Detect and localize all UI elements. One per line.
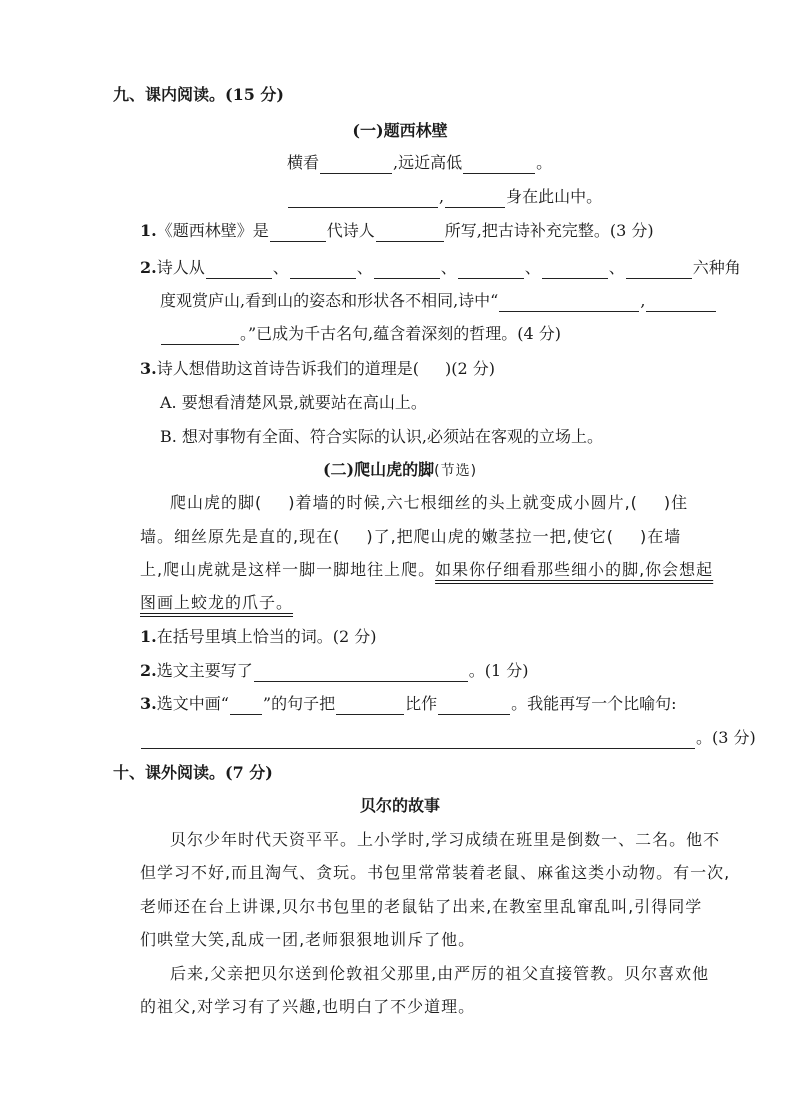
- passage-line-4: [140, 592, 293, 614]
- question-2-line-2: 度观赏庐山,看到山的姿态和形状各不相同,诗中“ ,: [160, 290, 717, 312]
- answer-blank[interactable]: [288, 189, 438, 208]
- passage-line-1: 爬山虎的脚( )着墙的时候,六七根细丝的头上就变成小圆片,( )住: [170, 493, 689, 512]
- answer-blank[interactable]: [458, 260, 524, 279]
- answer-blank[interactable]: [161, 326, 239, 345]
- answer-blank[interactable]: [336, 696, 404, 715]
- question-6-line-2: 。(3 分): [140, 727, 756, 749]
- poem-line-2: , 身在此山中。: [287, 186, 602, 208]
- story-line: 们哄堂大笑,乱成一团,老师狠狠地训斥了他。: [140, 930, 476, 949]
- answer-blank[interactable]: [206, 260, 272, 279]
- question-1: 1.《题西林壁》是 代诗人 所写,把古诗补充完整。(3 分): [140, 221, 654, 240]
- answer-blank[interactable]: [445, 189, 505, 208]
- answer-blank[interactable]: [626, 260, 692, 279]
- poem-line-1: 横看 ,远近高低 。: [287, 153, 553, 172]
- answer-blank[interactable]: [463, 155, 535, 174]
- question-6: 3.选文中画“ ”的句子把 比作 。我能再写一个比喻句:: [140, 694, 677, 713]
- story-line: 老师还在台上讲课,贝尔书包里的老鼠钻了出来,在教室里乱窜乱叫,引得同学: [140, 897, 703, 916]
- answer-blank[interactable]: [270, 223, 326, 242]
- passage-line-3: 上,爬山虎就是这样一脚一脚地往上爬。如果你仔细看那些细小的脚,你会想起: [140, 560, 714, 579]
- story-line: 但学习不好,而且淘气、贪玩。书包里常常装着老鼠、麻雀这类小动物。有一次,: [140, 863, 731, 882]
- option-b: B. 想对事物有全面、符合实际的认识,必须站在客观的立场上。: [160, 427, 604, 446]
- passage-line-2: 墙。细丝原先是直的,现在( )了,把爬山虎的嫩茎拉一把,使它( )在墙: [140, 527, 682, 546]
- story-line: 贝尔少年时代天资平平。上小学时,学习成绩在班里是倒数一、二名。他不: [170, 830, 721, 849]
- answer-blank[interactable]: [499, 293, 639, 312]
- answer-blank[interactable]: [290, 260, 356, 279]
- story-line: 后来,父亲把贝尔送到伦敦祖父那里,由严厉的祖父直接管教。贝尔喜欢他: [170, 964, 710, 983]
- answer-blank[interactable]: [542, 260, 608, 279]
- section-heading-10: 十、课外阅读。(7 分): [113, 763, 273, 782]
- question-2-line-3: 。”已成为千古名句,蕴含着深刻的哲理。(4 分): [160, 323, 561, 345]
- section-heading-9: 九、课内阅读。(15 分): [113, 85, 284, 104]
- poem-title: (一)题西林壁: [352, 121, 448, 140]
- answer-blank[interactable]: [320, 155, 392, 174]
- question-5: 2.选文主要写了 。(1 分): [140, 661, 529, 680]
- option-a: A. 要想看清楚风景,就要站在高山上。: [160, 393, 427, 412]
- question-2: 2.诗人从 、 、 、 、 、 六种角: [140, 258, 741, 277]
- underlined-sentence: 如果你仔细看那些细小的脚,你会想起: [435, 560, 714, 579]
- underlined-sentence: 图画上蛟龙的爪子。: [140, 593, 294, 612]
- answer-blank[interactable]: [438, 696, 510, 715]
- story-title: 贝尔的故事: [359, 796, 440, 815]
- answer-blank[interactable]: [374, 260, 440, 279]
- answer-blank[interactable]: [230, 696, 262, 715]
- question-3: 3.诗人想借助这首诗告诉我们的道理是( )(2 分): [140, 359, 495, 378]
- answer-blank[interactable]: [141, 730, 695, 749]
- answer-blank[interactable]: [646, 293, 716, 312]
- question-4: 1.在括号里填上恰当的词。(2 分): [140, 627, 377, 646]
- answer-blank[interactable]: [376, 223, 444, 242]
- story-line: 的祖父,对学习有了兴趣,也明白了不少道理。: [140, 997, 476, 1016]
- passage-title: (二)爬山虎的脚(节选): [322, 460, 478, 479]
- answer-blank[interactable]: [254, 663, 468, 682]
